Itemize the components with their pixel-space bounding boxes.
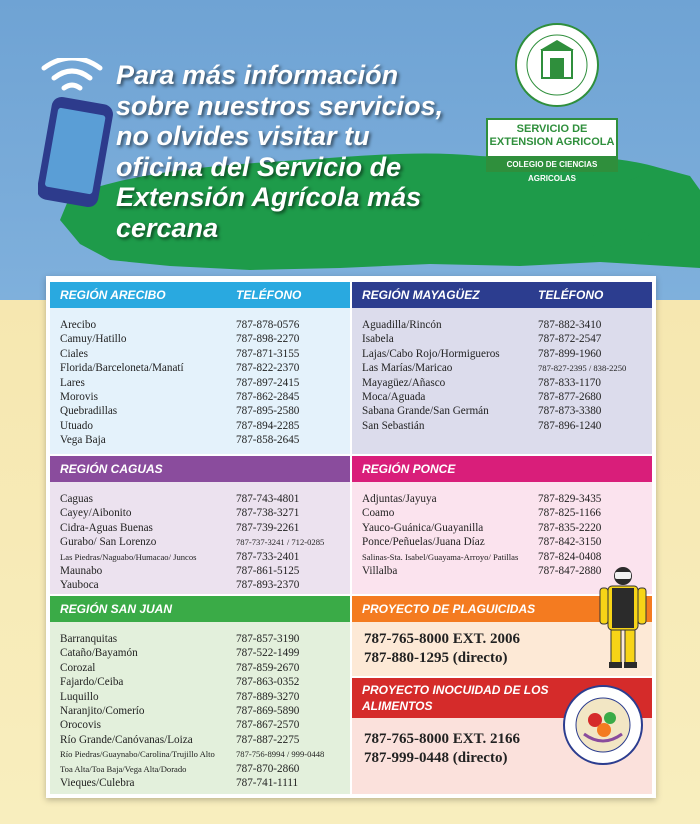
region-header [352,456,652,482]
office-row [352,535,652,549]
office-phone: 787-896-1240 [538,419,602,432]
office-town: Yauboca [60,579,99,592]
office-town: Lares [60,376,85,389]
office-phone: 787-882-3410 [538,319,602,331]
office-town: Vieques/Culebra [60,776,135,789]
project-inocuidad [352,678,652,794]
region-arecibo [50,282,350,454]
office-town: Fajardo/Ceiba [60,676,124,689]
region-header [50,456,350,482]
office-town: Las Piedras/Naguabo/Humacao/ Juncos [60,551,197,562]
office-phone: 787-827-2395 / 838-2250 [538,363,627,374]
office-row [352,390,652,404]
office-row [50,433,350,447]
office-phone: 787-847-2880 [538,564,602,577]
region-name: REGIÓN ARECIBO [60,288,166,302]
office-row [50,661,350,675]
office-town: Corozal [60,661,96,674]
office-phone: 787-857-3190 [236,633,300,645]
office-phone: 787-842-3150 [538,536,602,549]
food-safety-seal-icon [562,684,644,766]
office-town: Salinas-Sta. Isabel/Guayama-Arroyo/ Patillas [362,551,519,562]
office-row [50,535,350,549]
office-row [50,506,350,520]
office-phone: 787-894-2285 [236,419,300,432]
office-phone: 787-738-3271 [236,507,300,520]
office-row [50,646,350,660]
project-phone-2: 787-999-0448 (directo) [364,750,508,766]
region-header [50,596,350,622]
office-phone: 787-893-2370 [236,579,300,592]
office-phone: 787-739-2261 [236,521,300,534]
office-town: Morovis [60,390,98,403]
logo-title-box [486,118,618,158]
office-row [50,390,350,404]
office-town: Caguas [60,493,93,505]
office-row [50,550,350,564]
office-row [50,718,350,732]
office-row [50,776,350,790]
office-town: Coamo [362,507,395,520]
office-row [352,492,652,506]
directory-card [46,276,656,798]
office-town: Aguadilla/Rincón [362,319,442,331]
logo-college: COLEGIO DE CIENCIAS AGRICOLAS [486,158,618,172]
protective-suit-worker-icon [598,566,648,670]
logo-line1: SERVICIO DE [516,123,588,135]
office-phone: 787-872-2547 [538,333,602,346]
phone-label: TELÉFONO [236,288,302,302]
logo-line2: EXTENSION AGRICOLA [489,136,615,148]
office-row [352,347,652,361]
office-row [50,704,350,718]
office-town: Las Marías/Maricao [362,362,453,375]
office-row [352,318,652,332]
office-phone: 787-825-1166 [538,507,601,520]
office-town: Camuy/Hatillo [60,333,127,346]
office-town: Cayey/Aibonito [60,507,132,520]
office-town: Utuado [60,419,93,432]
office-town: Sabana Grande/San Germán [362,405,489,418]
office-row [50,376,350,390]
office-town: Yauco-Guánica/Guayanilla [362,521,484,534]
office-phone: 787-878-0576 [236,319,300,331]
office-row [50,733,350,747]
office-town: Vega Baja [60,434,106,447]
office-row [352,521,652,535]
office-town: Moca/Aguada [362,390,426,403]
office-town: Adjuntas/Jayuya [362,493,437,505]
office-town: Ponce/Peñuelas/Juana Díaz [362,536,485,549]
region-sanjuan [50,596,350,794]
office-town: Mayagüez/Añasco [362,376,446,389]
office-row [50,419,350,433]
office-row [352,506,652,520]
office-list [352,482,652,578]
office-town: Río Piedras/Guaynabo/Carolina/Trujillo Alto [60,749,215,760]
office-row [50,632,350,646]
office-row [50,564,350,578]
region-header [352,282,652,308]
project-header: PROYECTO DE PLAGUICIDAS [352,596,652,622]
office-row [50,492,350,506]
office-phone: 787-899-1960 [538,347,602,360]
office-phone: 787-869-5890 [236,704,300,717]
office-town: Villalba [362,564,398,577]
office-phone: 787-862-2845 [236,390,300,403]
region-name: REGIÓN PONCE [362,462,456,476]
office-town: Orocovis [60,719,102,732]
office-phone: 787-835-2220 [538,521,602,534]
office-phone: 787-889-3270 [236,690,300,703]
office-phone: 787-897-2415 [236,376,300,389]
office-row [352,404,652,418]
office-town: Maunabo [60,564,103,577]
office-town: Lajas/Cabo Rojo/Hormigueros [362,347,500,360]
office-row [50,675,350,689]
office-town: Luquillo [60,690,99,703]
office-phone: 787-743-4801 [236,493,300,505]
office-town: Quebradillas [60,405,118,418]
office-row [50,347,350,361]
office-phone: 787-741-1111 [236,776,299,789]
office-town: Barranquitas [60,633,118,645]
region-name: REGIÓN CAGUAS [60,462,163,476]
office-phone: 787-870-2860 [236,762,300,775]
region-name: REGIÓN SAN JUAN [60,602,173,616]
university-seal-icon [514,22,600,108]
phone-label: TELÉFONO [538,288,604,302]
office-row [352,332,652,346]
office-row [50,521,350,535]
project-phone-2: 787-880-1295 (directo) [364,650,508,666]
office-row [50,762,350,776]
headline: Para más información sobre nuestros servicios, no olvides visitar tu oficina del Servicio de Extensión Agrícola más cercana [116,60,444,243]
office-row [352,419,652,433]
office-town: San Sebastián [362,419,425,432]
office-town: Gurabo/ San Lorenzo [60,536,157,549]
office-phone: 787-733-2401 [236,550,300,563]
office-row [50,332,350,346]
office-list [50,622,350,790]
office-row [50,747,350,761]
office-phone: 787-898-2270 [236,333,300,346]
office-phone: 787-522-1499 [236,647,300,660]
office-town: Cataño/Bayamón [60,647,138,660]
office-town: Cidra-Aguas Buenas [60,521,153,534]
office-town: Isabela [362,333,394,346]
region-header [50,282,350,308]
office-phone: 787-822-2370 [236,362,300,375]
office-row [50,578,350,592]
office-list [50,308,350,448]
region-caguas [50,456,350,594]
office-phone: 787-863-0352 [236,676,300,689]
office-phone: 787-873-3380 [538,405,602,418]
office-phone: 787-887-2275 [236,733,300,746]
office-phone: 787-824-0408 [538,550,602,563]
office-row [50,404,350,418]
office-list [352,308,652,433]
office-phone: 787-871-3155 [236,347,300,360]
office-phone: 787-858-2645 [236,434,300,447]
office-row [50,361,350,375]
office-row [352,361,652,375]
region-name: REGIÓN MAYAGÜEZ [362,288,480,302]
office-phone: 787-867-2570 [236,719,300,732]
project-plaguicidas [352,596,652,676]
office-phone: 787-833-1170 [538,376,601,389]
office-row [50,690,350,704]
project-header: PROYECTO INOCUIDAD DE LOS ALIMENTOS [352,678,652,718]
office-town: Arecibo [60,319,97,331]
office-phone: 787-877-2680 [538,390,602,403]
office-list [50,482,350,593]
region-mayaguez [352,282,652,454]
project-phone-1: 787-765-8000 EXT. 2006 [364,631,520,647]
office-phone: 787-859-2670 [236,661,300,674]
office-row [352,376,652,390]
office-phone: 787-861-5125 [236,564,300,577]
office-town: Florida/Barceloneta/Manatí [60,362,184,375]
office-phone: 787-737-3241 / 712-0285 [236,537,325,548]
office-phone: 787-756-8994 / 999-0448 [236,749,325,760]
office-town: Río Grande/Canóvanas/Loiza [60,733,193,746]
office-town: Naranjito/Comerío [60,704,145,717]
office-row [352,550,652,564]
office-town: Toa Alta/Toa Baja/Vega Alta/Dorado [60,763,187,774]
office-row [50,318,350,332]
office-phone: 787-829-3435 [538,493,602,505]
office-phone: 787-895-2580 [236,405,300,418]
office-town: Ciales [60,347,88,360]
project-phone-1: 787-765-8000 EXT. 2166 [364,731,520,747]
